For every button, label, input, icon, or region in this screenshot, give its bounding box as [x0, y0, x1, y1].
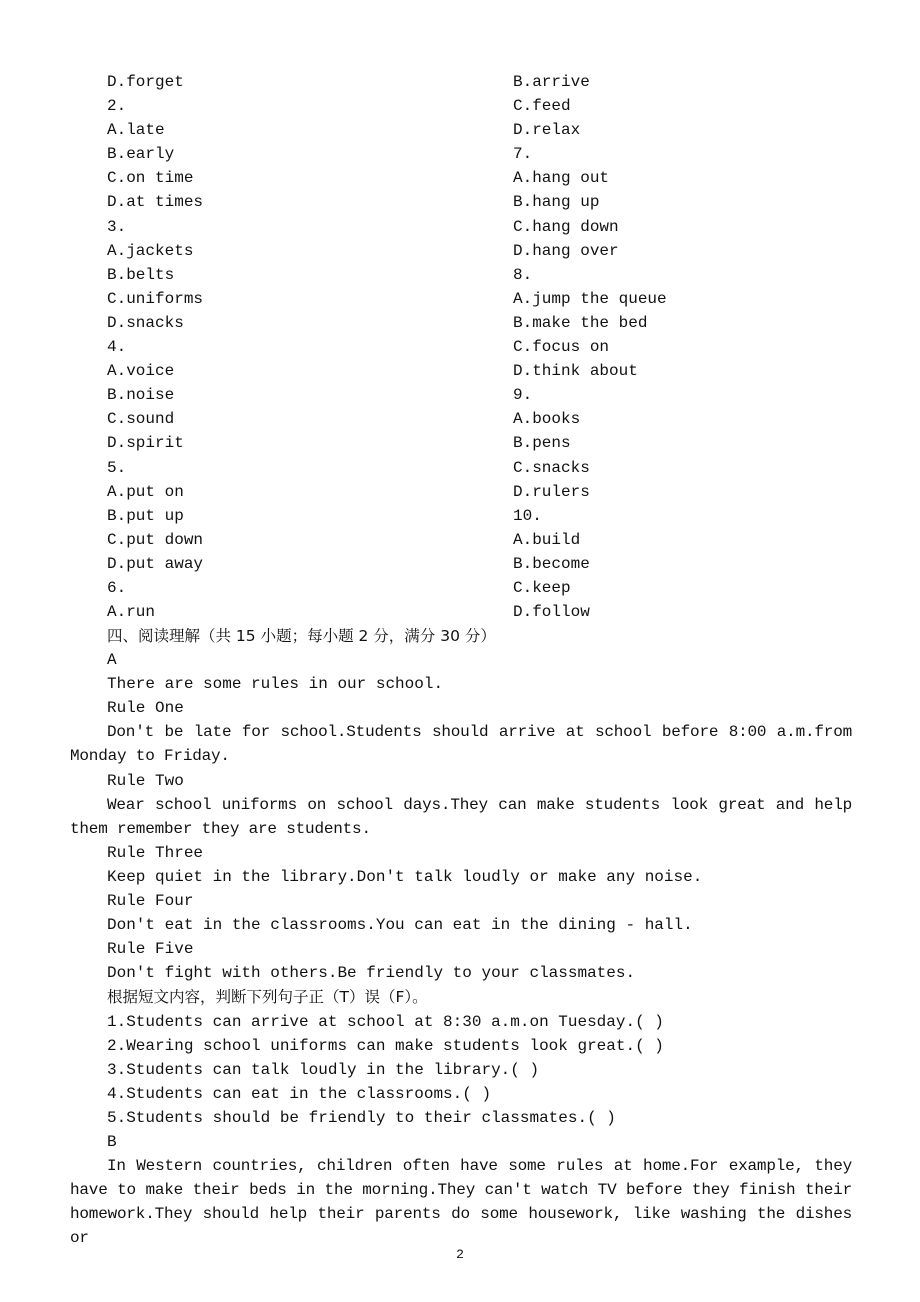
option-line: B.put up: [107, 506, 184, 525]
option-line: C.focus on: [513, 338, 610, 357]
question-item: 4.Students can eat in the classrooms.( ): [107, 1084, 492, 1103]
option-line: B.noise: [107, 386, 175, 405]
option-line: B.early: [107, 145, 175, 164]
option-line: D.think about: [513, 362, 638, 381]
option-line: C.sound: [107, 410, 175, 429]
option-line: B.make the bed: [513, 313, 648, 332]
option-line: B.hang up: [513, 193, 600, 212]
option-line: C.put down: [107, 530, 204, 549]
option-line: D.follow: [513, 603, 590, 622]
passage-a-label: A: [107, 651, 117, 670]
question-item: 1.Students can arrive at school at 8:30 a.m.on Tuesday.( ): [107, 1012, 664, 1031]
option-line: C.uniforms: [107, 289, 204, 308]
option-line: C.hang down: [513, 217, 619, 236]
passage-b-label: B: [107, 1132, 117, 1151]
reading-section: [70, 624, 852, 1250]
rule-title: Rule Two: [107, 771, 184, 790]
rule-title: Rule Four: [107, 892, 194, 911]
option-line: C.keep: [513, 578, 571, 597]
option-line: A.run: [107, 603, 156, 622]
option-line: A.voice: [107, 362, 175, 381]
question-item: 5.Students should be friendly to their classmates.( ): [107, 1108, 616, 1127]
option-line: D.relax: [513, 121, 581, 140]
rule-text: Don't eat in the classrooms.You can eat in the dining - hall.: [107, 916, 693, 935]
option-line: D.snacks: [107, 313, 184, 332]
option-line: B.arrive: [513, 73, 590, 91]
option-line: A.books: [513, 410, 581, 429]
option-line: D.rulers: [513, 482, 590, 501]
options-right-column: [513, 70, 667, 624]
option-line: 10.: [513, 506, 542, 525]
option-line: A.put on: [107, 482, 184, 501]
options-left-column: [107, 70, 203, 624]
option-line: 2.: [107, 97, 127, 116]
option-line: B.belts: [107, 265, 175, 284]
question-item: 2.Wearing school uniforms can make students look great.( ): [107, 1036, 664, 1055]
page-number: 2: [456, 1247, 464, 1262]
instruction: 根据短文内容，判断下列句子正（T）误（F）。: [107, 988, 428, 1007]
rule-title: Rule Three: [107, 843, 204, 862]
option-line: A.build: [513, 530, 581, 549]
rule-text: Don't be late for school.Students should arrive at school before 8:00 a.m.from Monday to Friday.: [70, 723, 852, 766]
option-line: 9.: [513, 386, 533, 405]
option-line: 6.: [107, 578, 127, 597]
option-line: C.on time: [107, 169, 194, 188]
option-line: D.spirit: [107, 434, 184, 453]
option-line: A.jackets: [107, 241, 194, 260]
option-line: C.snacks: [513, 458, 590, 477]
option-line: 5.: [107, 458, 127, 477]
rule-title: Rule One: [107, 699, 184, 718]
option-line: B.become: [513, 554, 590, 573]
option-line: B.pens: [513, 434, 571, 453]
option-line: 4.: [107, 338, 127, 357]
rule-title: Rule Five: [107, 940, 194, 959]
option-line: D.at times: [107, 193, 204, 212]
question-item: 3.Students can talk loudly in the library.( ): [107, 1060, 540, 1079]
rule-text: Don't fight with others.Be friendly to your classmates.: [107, 964, 636, 983]
option-line: 3.: [107, 217, 127, 236]
option-line: 7.: [513, 145, 533, 164]
section-heading: 四、阅读理解（共 15 小题；每小题 2 分，满分 30 分）: [107, 627, 496, 645]
option-line: A.late: [107, 121, 165, 140]
option-line: D.hang over: [513, 241, 619, 260]
option-line: A.hang out: [513, 169, 610, 188]
rule-text: Wear school uniforms on school days.They can make students look great and help them remember they are students.: [70, 795, 852, 838]
option-line: D.put away: [107, 554, 204, 573]
option-line: C.feed: [513, 97, 571, 116]
passage-b-text: In Western countries, children often have some rules at home.For example, they have to make their beds in the morning.They can't watch TV before they finish their homework.They should help their parents do some housework, like washing the dishes or: [70, 1157, 852, 1248]
option-line: D.forget: [107, 73, 184, 91]
option-line: 8.: [513, 265, 533, 284]
option-line: A.jump the queue: [513, 289, 667, 308]
passage-a-intro: There are some rules in our school.: [107, 675, 444, 694]
rule-text: Keep quiet in the library.Don't talk loudly or make any noise.: [107, 867, 703, 886]
